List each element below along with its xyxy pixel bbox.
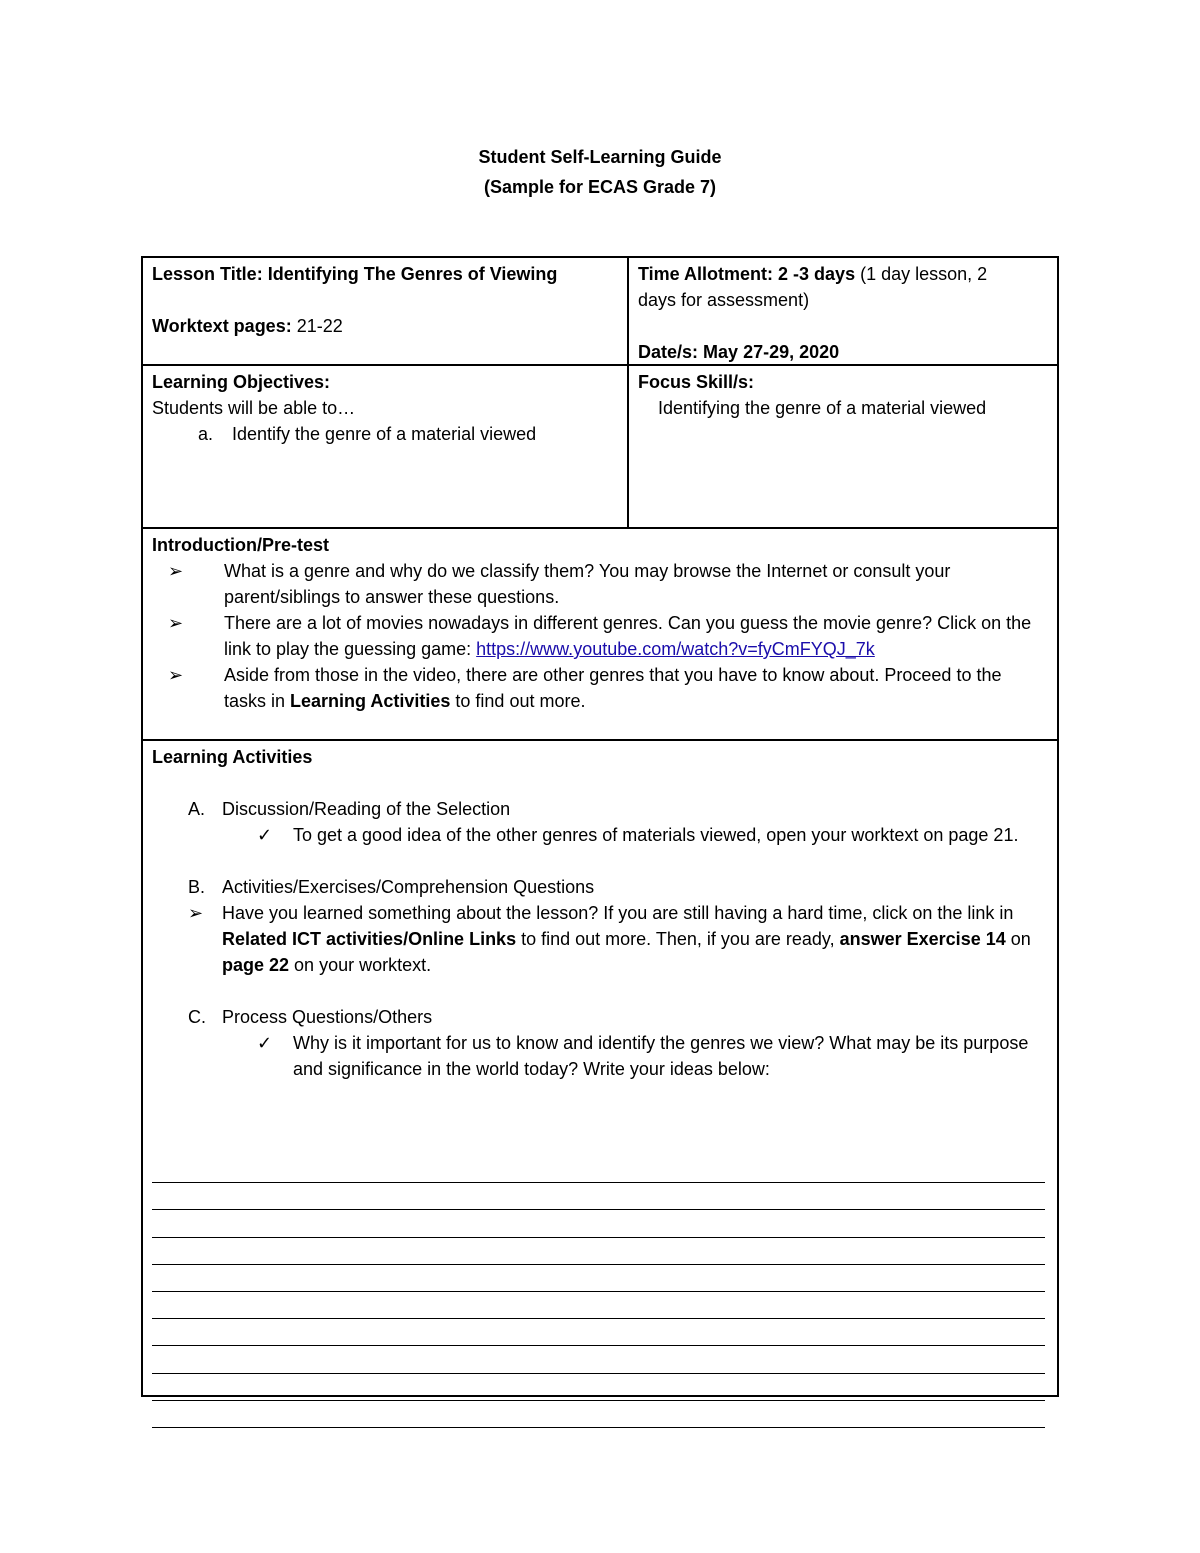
learning-activities-row [143,741,1057,1395]
date-value: May 27-29, 2020 [703,342,840,362]
page-subtitle: (Sample for ECAS Grade 7) [483,177,717,197]
time-allotment-detail-2: days for assessment) [638,290,810,310]
writing-line[interactable] [152,1319,1045,1346]
writing-line[interactable] [152,1401,1045,1428]
activity-c: C. Process Questions/Others [188,1007,433,1027]
intro-bullet-2: ➢ There are a lot of movies nowadays in different genres. Can you guess the movie genre? Click on the link to play the guessing game: https://www.youtube.com/watch?v=fyCmFYQJ_7k [152,610,1048,662]
objectives-cell [143,366,629,527]
worktext-label: Worktext pages: [152,316,292,336]
title-block [0,142,1200,202]
introduction-cell [143,529,1057,739]
arrow-bullet-icon: ➢ [188,903,204,923]
writing-line[interactable] [152,1374,1045,1401]
introduction-heading: Introduction/Pre-test [152,535,330,555]
date-label: Date/s: [638,342,699,362]
page-title: Student Self-Learning Guide [478,147,722,167]
time-allotment-detail: (1 day lesson, 2 [860,264,988,284]
worktext-pages: 21-22 [296,316,343,336]
objectives-intro: Students will be able to… [152,398,356,418]
objective-item [152,421,618,447]
lesson-title-label: Lesson Title: [152,264,263,284]
writing-line[interactable] [152,1210,1045,1237]
activity-b: B. Activities/Exercises/Comprehension Questions [188,877,595,897]
lesson-info-row [143,258,1057,366]
writing-line[interactable] [152,1265,1045,1292]
writing-line[interactable] [152,1156,1045,1183]
time-allotment-cell [629,258,1057,364]
objective-text: Identify the genre of a material viewed [232,424,537,444]
activity-a: A. Discussion/Reading of the Selection [188,799,511,819]
objectives-row [143,366,1057,529]
activity-b-bullet: ➢ Have you learned something about the lesson? If you are still having a hard time, click on the link in Related ICT activities/Online Links to find out more. Then, if you are ready, answer Exercise 14 on page 22 on your worktext. [152,900,1048,978]
arrow-bullet-icon: ➢ [168,665,184,685]
youtube-link[interactable]: https://www.youtube.com/watch?v=fyCmFYQJ_7k [476,639,875,659]
time-allotment-days: 2 -3 days [778,264,856,284]
objectives-heading: Learning Objectives: [152,372,331,392]
arrow-bullet-icon: ➢ [168,561,184,581]
time-allotment-label: Time Allotment: [638,264,774,284]
writing-line[interactable] [152,1346,1045,1373]
objective-marker: a. [198,424,214,444]
writing-line[interactable] [152,1183,1045,1210]
focus-skill-cell [629,366,1057,527]
intro-bullet-1: ➢ What is a genre and why do we classify them? You may browse the Internet or consult your parent/siblings to answer these questions. [152,558,1048,610]
checkmark-icon: ✓ [257,1033,273,1053]
checkmark-icon: ✓ [257,825,273,845]
lesson-title-cell [143,258,629,364]
activity-c-check: ✓ Why is it important for us to know and identify the genres we view? What may be its purpose and significance in the world today? Write your ideas below: [152,1030,1048,1082]
activity-a-check: ✓ To get a good idea of the other genres of materials viewed, open your worktext on page 21. [152,822,1048,848]
writing-line[interactable] [152,1238,1045,1265]
guide-table [141,256,1059,1397]
lesson-title-value: Identifying The Genres of Viewing [267,264,558,284]
writing-line[interactable] [152,1292,1045,1319]
activities-heading: Learning Activities [152,747,313,767]
focus-skill-heading: Focus Skill/s: [638,372,755,392]
focus-skill-text: Identifying the genre of a material viewed [658,398,987,418]
introduction-row [143,529,1057,741]
intro-bullet-3: ➢ Aside from those in the video, there are other genres that you have to know about. Proceed to the tasks in Learning Activities to find out more. [152,662,1048,714]
arrow-bullet-icon: ➢ [168,613,184,633]
answer-writing-lines[interactable] [152,1156,1045,1428]
